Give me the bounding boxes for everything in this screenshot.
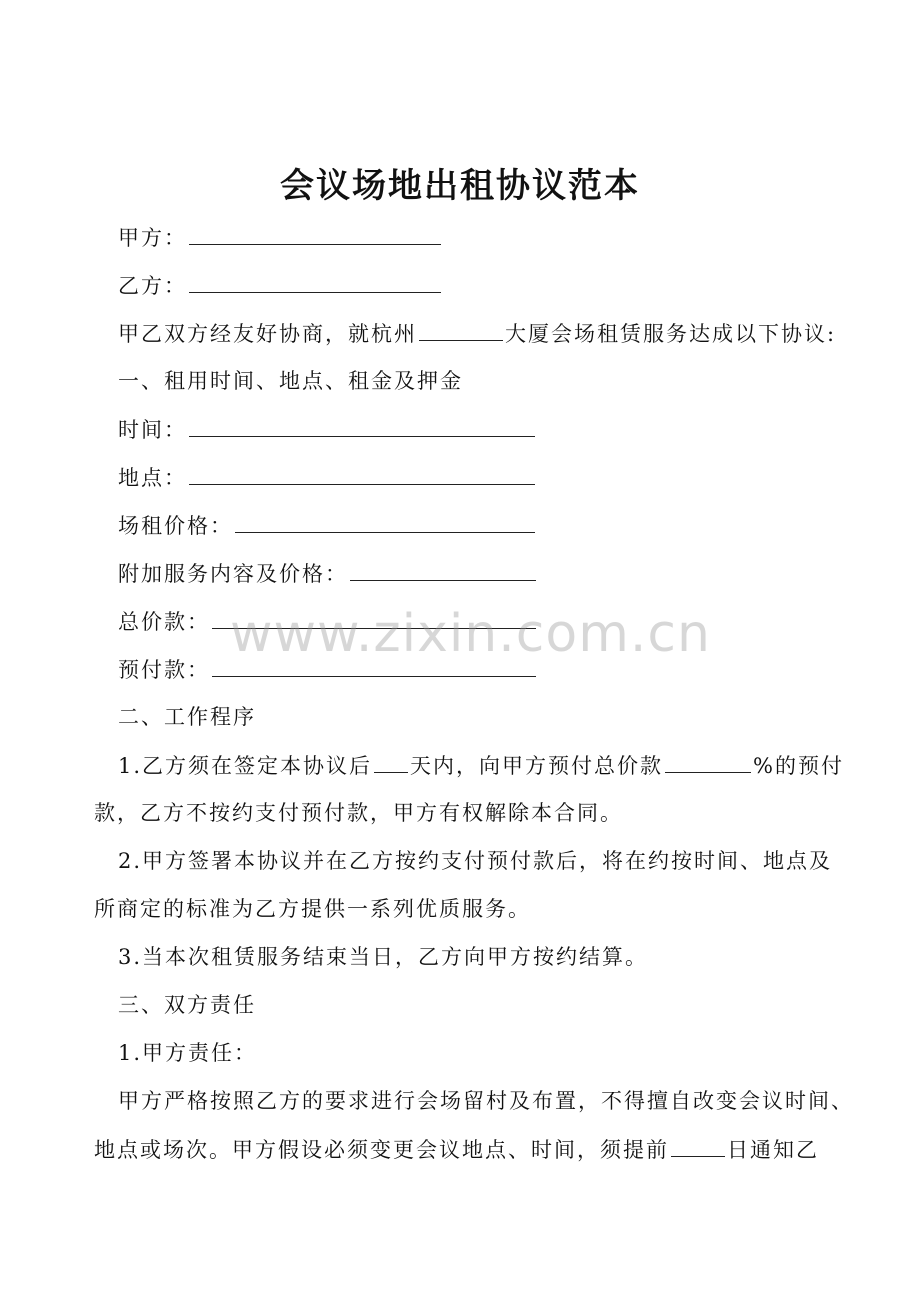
rent-label: 场租价格： bbox=[118, 514, 233, 538]
place-line bbox=[118, 462, 537, 493]
extra-service-line bbox=[118, 558, 538, 589]
percent-blank[interactable] bbox=[665, 750, 751, 773]
responsibility-text-b: 日通知乙 bbox=[727, 1138, 819, 1162]
extra-service-label: 附加服务内容及价格： bbox=[118, 562, 348, 586]
extra-service-blank[interactable] bbox=[350, 558, 536, 581]
place-blank[interactable] bbox=[189, 462, 535, 485]
procedure-2-line-2: 所商定的标准为乙方提供一系列优质服务。 bbox=[94, 897, 531, 921]
party-b-blank[interactable] bbox=[189, 270, 441, 293]
building-name-blank[interactable] bbox=[419, 318, 503, 341]
place-label: 地点： bbox=[118, 466, 187, 490]
prepay-label: 预付款： bbox=[118, 658, 210, 682]
party-a-responsibility-heading: 1.甲方责任： bbox=[118, 1041, 258, 1065]
intro-text-after: 大厦会场租赁服务达成以下协议: bbox=[505, 322, 837, 346]
days-blank[interactable] bbox=[374, 750, 408, 773]
party-a-responsibility-line-1: 甲方严格按照乙方的要求进行会场留村及布置，不得擅自改变会议时间、 bbox=[118, 1089, 854, 1113]
time-line bbox=[118, 414, 537, 445]
procedure-1-text-c: %的预付 bbox=[753, 754, 845, 778]
party-a-label: 甲方： bbox=[118, 226, 187, 250]
total-blank[interactable] bbox=[212, 606, 536, 629]
party-b-line bbox=[118, 270, 443, 301]
responsibility-text-a: 地点或场次。甲方假设必须变更会议地点、时间，须提前 bbox=[94, 1138, 669, 1162]
time-blank[interactable] bbox=[189, 414, 535, 437]
party-a-blank[interactable] bbox=[189, 222, 441, 245]
procedure-1-line-1 bbox=[118, 750, 844, 781]
party-b-label: 乙方： bbox=[118, 274, 187, 298]
total-line bbox=[118, 606, 538, 637]
rent-blank[interactable] bbox=[235, 510, 535, 533]
total-label: 总价款： bbox=[118, 610, 210, 634]
rent-line bbox=[118, 510, 537, 541]
procedure-2-line-1: 2.甲方签署本协议并在乙方按约支付预付款后，将在约按时间、地点及 bbox=[118, 849, 833, 873]
section-1-heading: 一、租用时间、地点、租金及押金 bbox=[118, 369, 463, 393]
prepay-blank[interactable] bbox=[212, 654, 536, 677]
party-a-responsibility-line-2 bbox=[94, 1134, 819, 1165]
section-3-heading: 三、双方责任 bbox=[118, 993, 256, 1017]
watermark: www.zixin.com.cn bbox=[230, 604, 711, 664]
document-title: 会议场地出租协议范本 bbox=[280, 166, 640, 206]
time-label: 时间： bbox=[118, 418, 187, 442]
party-a-line bbox=[118, 222, 443, 253]
procedure-1-line-2: 款，乙方不按约支付预付款，甲方有权解除本合同。 bbox=[94, 801, 623, 825]
procedure-3-line: 3.当本次租赁服务结束当日，乙方向甲方按约结算。 bbox=[118, 945, 649, 969]
notice-days-blank[interactable] bbox=[671, 1134, 725, 1157]
procedure-1-text-a: 1.乙方须在签定本协议后 bbox=[118, 754, 373, 778]
prepay-line bbox=[118, 654, 538, 685]
section-2-heading: 二、工作程序 bbox=[118, 705, 256, 729]
intro-text-before: 甲乙双方经友好协商，就杭州 bbox=[118, 322, 417, 346]
intro-line bbox=[118, 318, 836, 349]
procedure-1-text-b: 天内，向甲方预付总价款 bbox=[410, 754, 664, 778]
